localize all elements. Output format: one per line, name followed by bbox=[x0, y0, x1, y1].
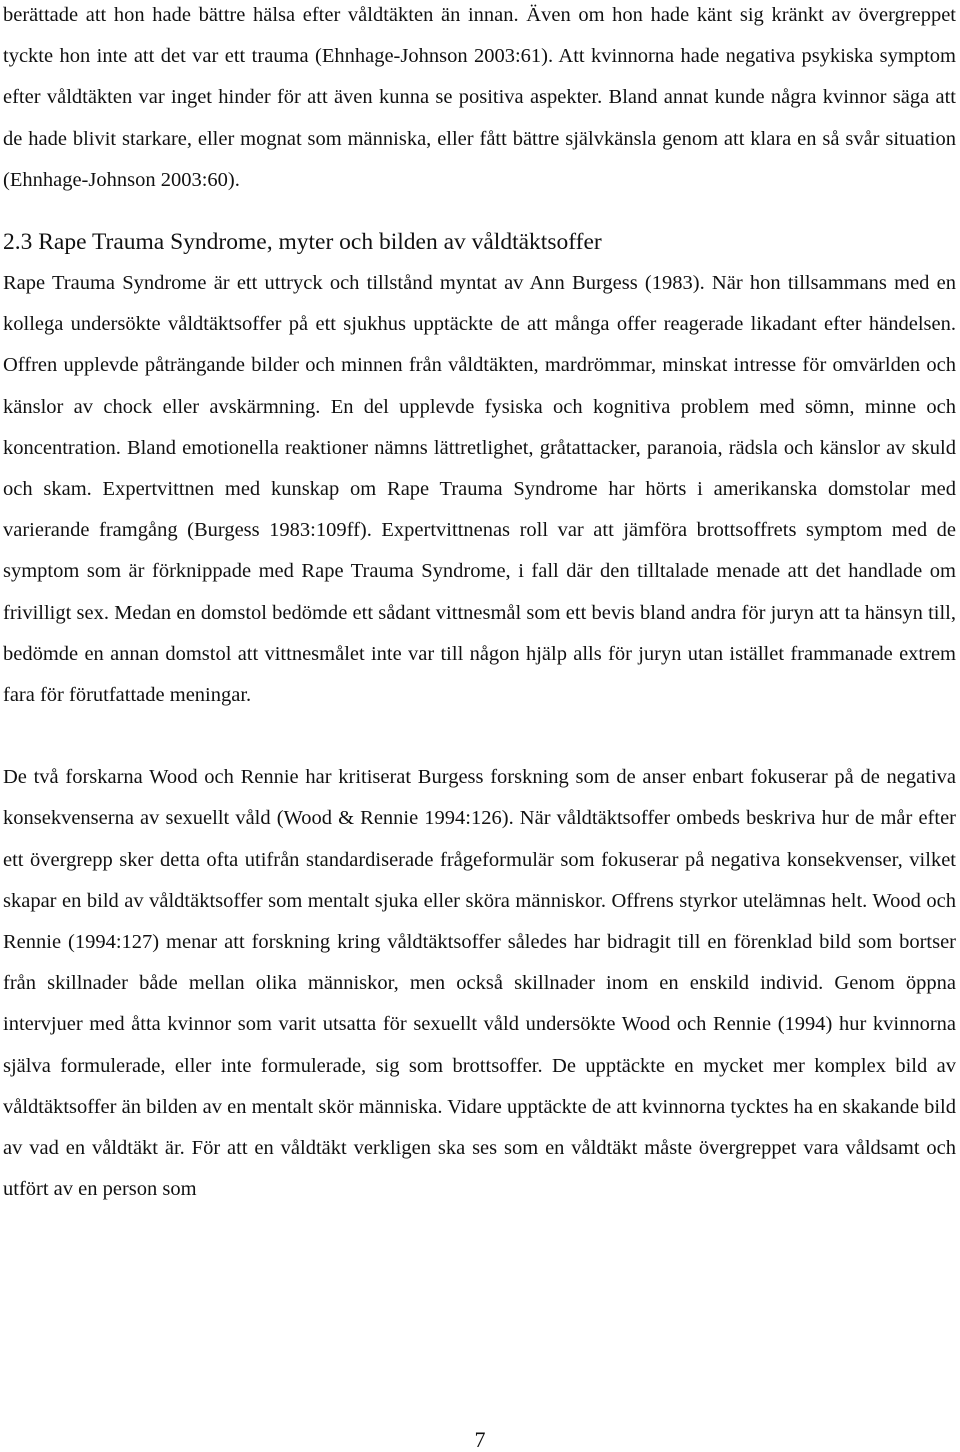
body-paragraph-rape-trauma-syndrome: Rape Trauma Syndrome är ett uttryck och tillstånd myntat av Ann Burgess (1983). När hon tillsammans med en kollega undersökte våldtäktsoffer på ett sjukhus upptäckte de att många offer reagerade likadant efter händelsen. Offren upplevde påträngande bilder och minnen från våldtäkten, mardrömmar, minskat intresse för omvärlden och känslor av chock eller avskärmning. En del upplevde fysiska och kognitiva problem med sömn, minne och koncentration. Bland emotionella reaktioner nämns lättretlighet, gråtattacker, paranoia, rädsla och känslor av skuld och skam. Expertvittnen med kunskap om Rape Trauma Syndrome har hörts i amerikanska domstolar med varierande framgång (Burgess 1983:109ff). Expertvittnenas roll var att jämföra brottsoffrets symptom med de symptom som är förknippade med Rape Trauma Syndrome, i fall där den tilltalade menade att det handlade om frivilligt sex. Medan en domstol bedömde ett sådant vittnesmål som ett bevis bland andra för juryn att ta hänsyn till, bedömde en annan domstol att vittnesmålet inte var till någon hjälp alls för juryn utan istället frammanade extrem fara för förutfattade meningar. bbox=[3, 272, 956, 707]
body-paragraph-continued: berättade att hon hade bättre hälsa efter våldtäkten än innan. Även om hon hade känt sig kränkt av övergreppet tyckte hon inte att det var ett trauma (Ehnhage-Johnson 2003:61). Att kvinnorna hade negativa psykiska symptom efter våldtäkten var inget hinder för att även kunna se positiva aspekter. Bland annat kunde några kvinnor säga att de hade blivit starkare, eller mognat som människa, eller fått bättre självkänsla genom att klara en så svår situation (Ehnhage-Johnson 2003:60). bbox=[3, 4, 956, 191]
body-paragraph-wood-rennie: De två forskarna Wood och Rennie har kritiserat Burgess forskning som de anser enbart fokuserar på de negativa konsekvenserna av sexuellt våld (Wood & Rennie 1994:126). När våldtäktsoffer ombeds beskriva hur de mår efter ett övergrepp sker detta ofta utifrån standardiserade frågeformulär som fokuserar på negativa konsekvenser, vilket skapar en bild av våldtäktsoffer som mentalt sjuka eller sköra människor. Offrens styrkor utelämnas helt. Wood och Rennie (1994:127) menar att forskning kring våldtäktsoffer således har bidragit till en förenklad bild som bortser från skillnader både mellan olika människor, men också skillnader inom en enskild individ. Genom öppna intervjuer med åtta kvinnor som varit utsatta för sexuellt våld undersökte Wood och Rennie (1994) hur kvinnorna själva formulerade, eller inte formulerade, sig som brottsoffer. De upptäckte en mycket mer komplex bild av våldtäktsoffer än bilden av en mentalt skör människa. Vidare upptäckte de att kvinnorna tycktes ha en skakande bild av vad en våldtäkt är. För att en våldtäkt verkligen ska ses som en våldtäkt måste övergreppet vara våldsamt och utfört av en person som bbox=[3, 766, 956, 1201]
page-number: 7 bbox=[474, 1427, 486, 1452]
section-heading: 2.3 Rape Trauma Syndrome, myter och bilden av våldtäktsoffer bbox=[3, 229, 602, 256]
document-page bbox=[3, 0, 956, 1210]
